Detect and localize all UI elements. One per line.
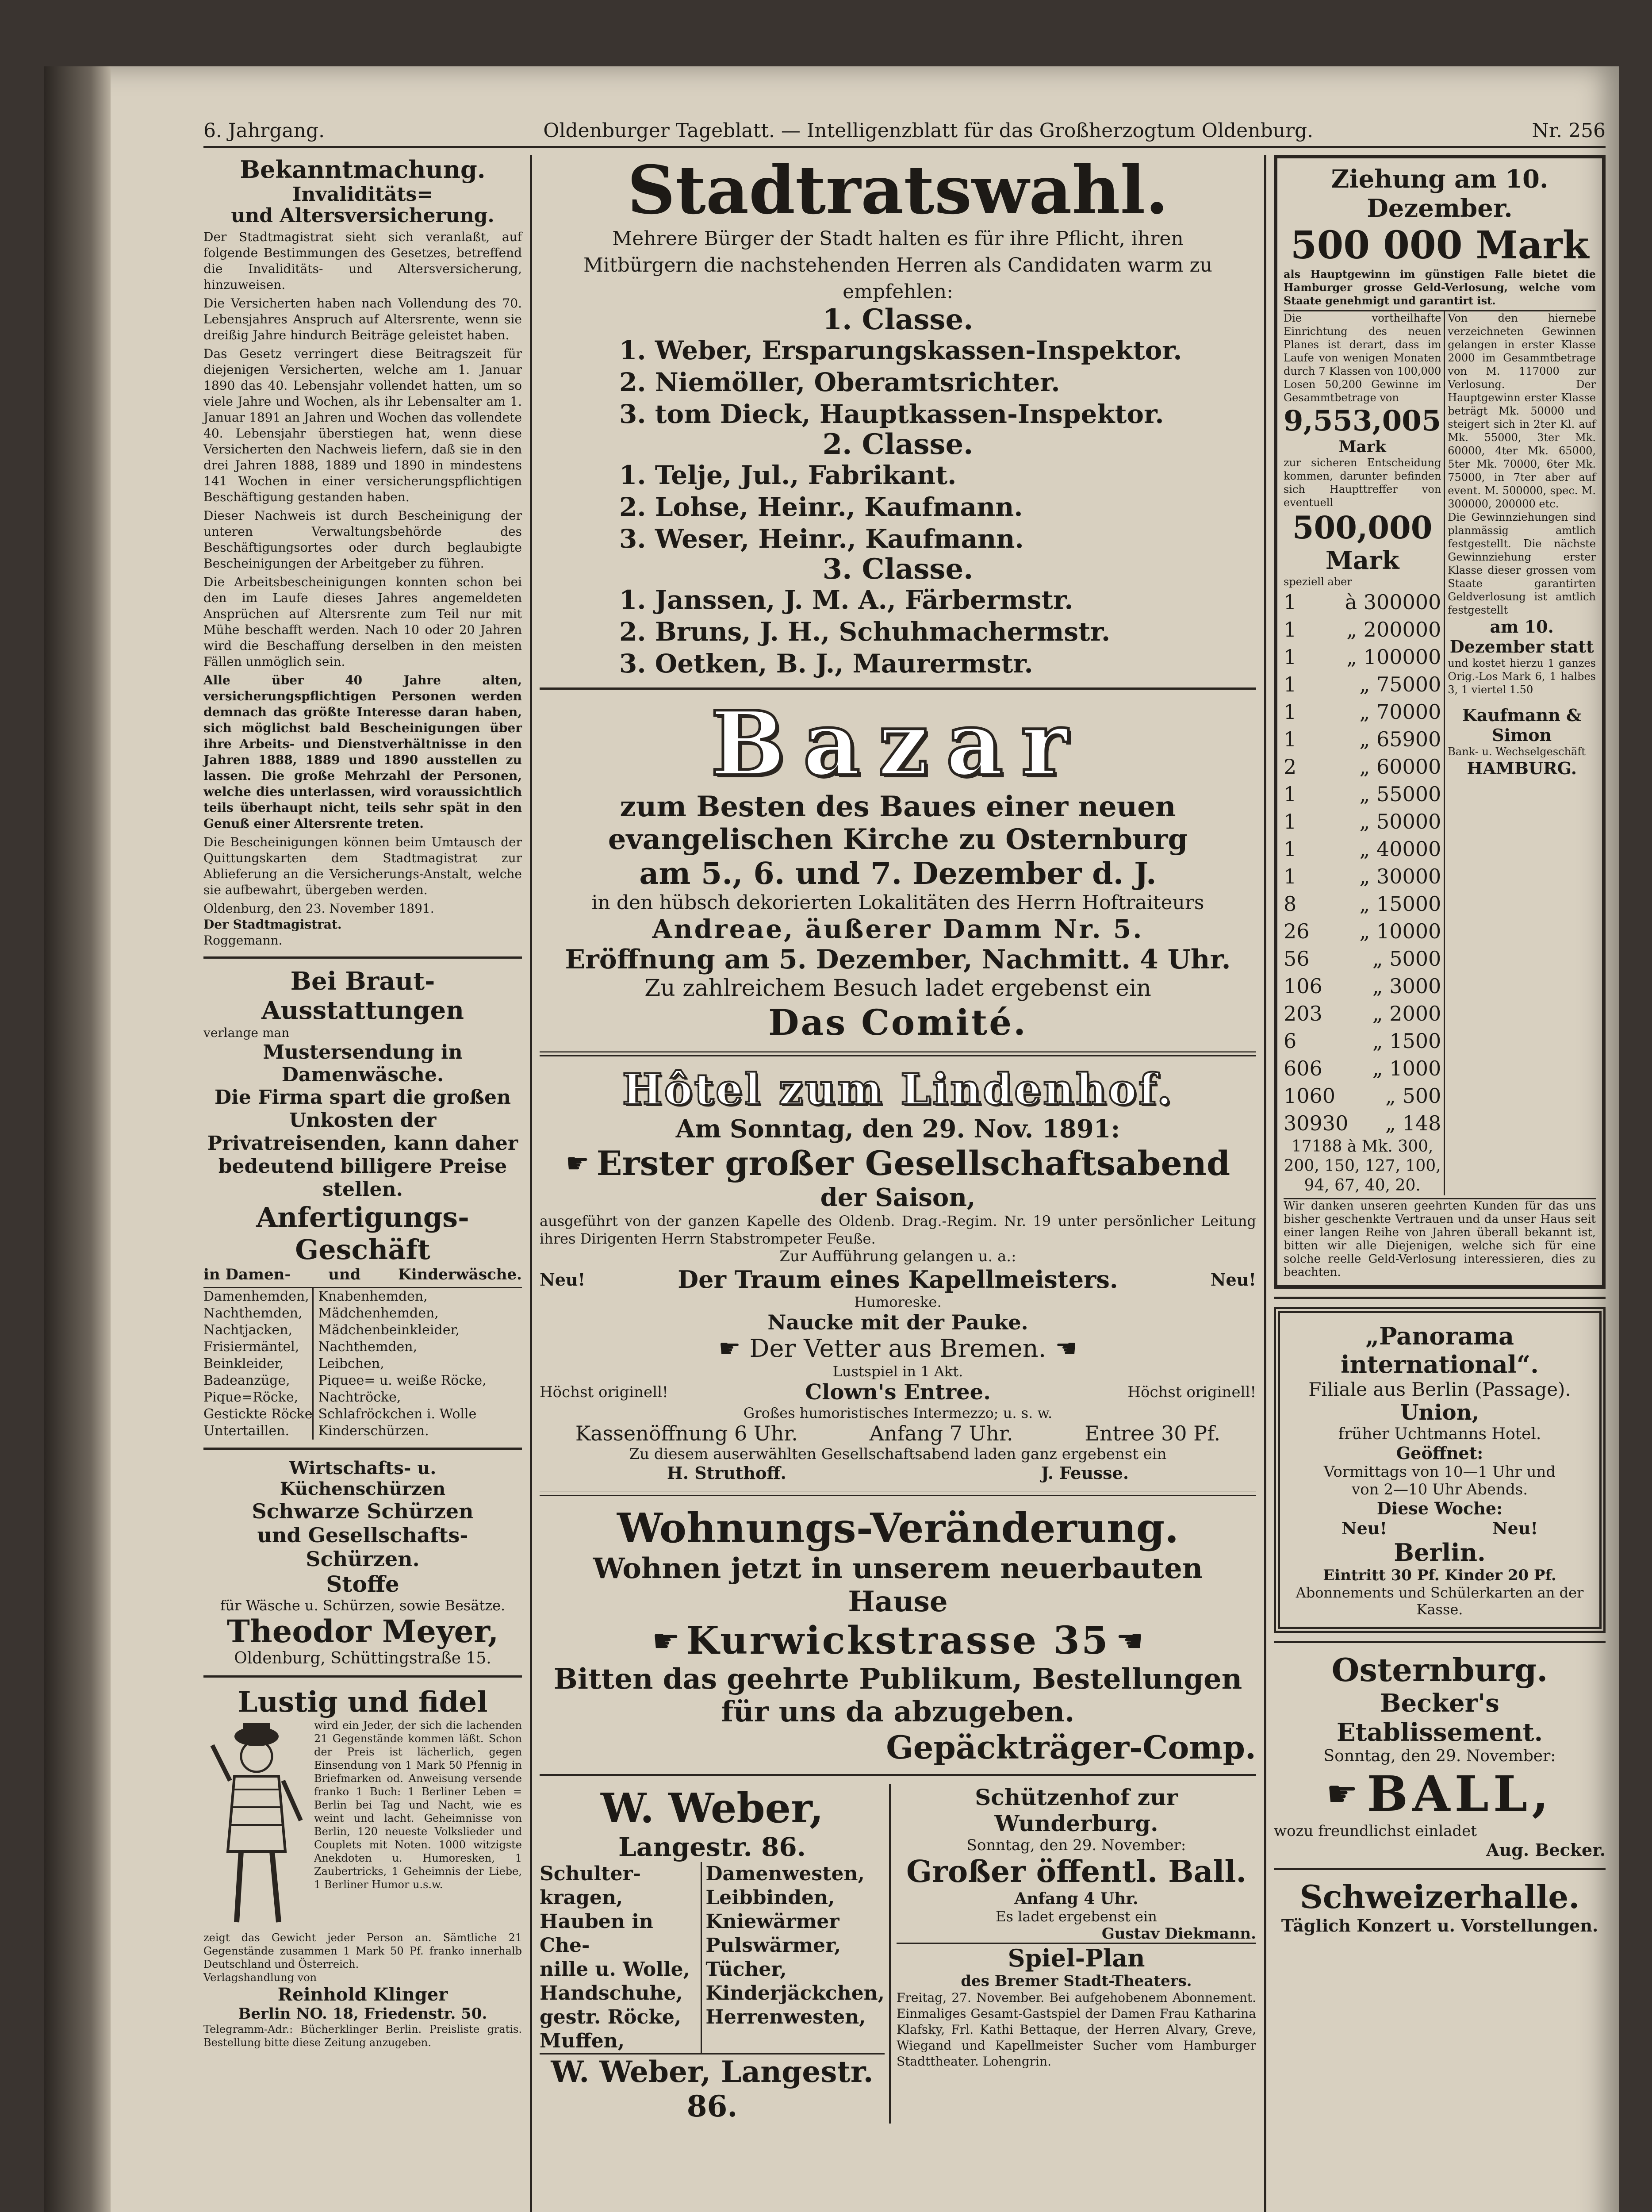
panorama-week-label: Diese Woche: bbox=[1376, 1498, 1503, 1518]
table-row: 1 „ 70000 bbox=[1284, 700, 1441, 724]
column-center bbox=[540, 151, 1256, 2212]
list-item: nille u. Wolle, bbox=[540, 1958, 690, 1981]
list-item: Piquee= u. weiße Röcke, bbox=[318, 1373, 487, 1388]
list-item: Beinkleider, bbox=[203, 1356, 284, 1371]
list-item: Badeanzüge, bbox=[203, 1373, 290, 1388]
candidate: 3. Weser, Heinr., Kaufmann. bbox=[619, 524, 1024, 554]
osternburg-line: wozu freundlichst einladet bbox=[1274, 1822, 1477, 1840]
meyer-line: Stoffe bbox=[326, 1571, 399, 1597]
pointing-hand-icon: ☛ bbox=[565, 1148, 590, 1179]
wohnung-line: Bitten das geehrte Publikum, Bestellungen für uns da abzugeben. bbox=[553, 1663, 1242, 1728]
panorama-title: „Panorama international“. bbox=[1341, 1322, 1539, 1379]
page-header bbox=[203, 115, 1606, 148]
divider bbox=[203, 1448, 522, 1450]
list-item: Tücher, bbox=[705, 1958, 787, 1981]
candidate: 1. Weber, Ersparungskassen-Inspektor. bbox=[619, 335, 1182, 365]
meyer-name: Theodor Meyer, bbox=[226, 1613, 499, 1650]
publisher-address: Berlin NO. 18, Friedenstr. 50. bbox=[238, 2005, 487, 2023]
bekanntmachung-notice bbox=[203, 155, 522, 949]
notice-name: Roggemann. bbox=[203, 933, 283, 948]
jester-illustration bbox=[203, 1719, 310, 1931]
braut-item-table bbox=[203, 1287, 522, 1440]
list-item: Gestickte Röcke bbox=[203, 1406, 313, 1422]
new-badge: Neu! bbox=[1492, 1518, 1538, 1538]
column-rule bbox=[1264, 155, 1266, 2212]
new-badge: Neu! bbox=[540, 1269, 586, 1290]
list-item: Kinderschürzen. bbox=[318, 1423, 429, 1439]
lindenhof-event: Erster großer Gesellschaftsabend bbox=[596, 1144, 1230, 1183]
meyer-address: Oldenburg, Schüttingstraße 15. bbox=[234, 1649, 491, 1667]
notice-paragraph: Alle über 40 Jahre alten, versicherungspflichtigen Personen werden demnach das größte Interesse daran haben, sich möglichst bald Bescheinigungen über ihre Arbeits- und Dienstverhältnisse in den Jahren 1888, 1889 und 1890 ausstellen zu lassen. Die große Mehrzahl der Personen, welche dies unterlassen, wird voraussichtlich teils überhaupt nicht, teils sehr spät in den Genuß einer Altersrente treten. bbox=[203, 673, 522, 831]
pointing-hand-icon: ☛ bbox=[718, 1334, 741, 1363]
osternburg-title: Osternburg. bbox=[1331, 1651, 1548, 1689]
wohnung-line: Wohnen jetzt in unserem neuerbauten Hause bbox=[593, 1552, 1203, 1618]
lindenhof-date: Am Sonntag, den 29. Nov. 1891: bbox=[675, 1114, 1120, 1144]
notice-date: Oldenburg, den 23. November 1891. bbox=[203, 901, 434, 916]
list-item: Frisiermäntel, bbox=[203, 1339, 299, 1355]
table-row: 1 „ 55000 bbox=[1284, 782, 1441, 806]
notice-signatory: Der Stadtmagistrat. bbox=[203, 917, 342, 932]
table-row: 1 „ 75000 bbox=[1284, 672, 1441, 696]
lottery-draw-date: am 10. Dezember statt bbox=[1449, 617, 1594, 657]
new-badge: Neu! bbox=[1210, 1269, 1256, 1290]
table-row: 1060 „ 500 bbox=[1284, 1084, 1441, 1108]
newspaper-page bbox=[44, 66, 1619, 2212]
braut-title: Bei Braut-Ausstattungen bbox=[261, 967, 464, 1025]
weber-ad bbox=[540, 1784, 891, 2124]
list-item: Kniewärmer bbox=[705, 1910, 839, 1933]
bazar-signature: Das Comité. bbox=[768, 1002, 1027, 1043]
divider bbox=[203, 956, 522, 959]
volume-label: 6. Jahrgang. bbox=[203, 119, 325, 142]
bazar-line: am 5., 6. und 7. Dezember d. J. bbox=[639, 856, 1157, 891]
panorama-line: Filiale aus Berlin (Passage). bbox=[1308, 1379, 1571, 1400]
braut-items-left bbox=[203, 1288, 314, 1440]
spielplan-title: Spiel-Plan bbox=[897, 1943, 1256, 1972]
divider bbox=[1274, 1868, 1606, 1870]
notice-title: Bekanntmachung. bbox=[240, 155, 486, 184]
divider bbox=[1274, 1297, 1606, 1299]
braut-sub-b: und bbox=[328, 1266, 361, 1283]
bazar-line: Eröffnung am 5. Dezember, Nachmitt. 4 Uhr. bbox=[565, 944, 1231, 975]
schuetzenhof-signature: Gustav Diekmann. bbox=[1101, 1925, 1256, 1943]
lottery-top-prize: 500,000 bbox=[1292, 509, 1433, 546]
publisher-name: Reinhold Klinger bbox=[277, 1984, 448, 2005]
osternburg-venue: Becker's Etablissement. bbox=[1336, 1689, 1543, 1747]
wohnung-signature: Gepäckträger-Comp. bbox=[886, 1728, 1256, 1766]
lustig-text: zeigt das Gewicht jeder Person an. Sämtliche 21 Gegenstände zusammen 1 Mark 50 Pf. franko innerhalb Deutschland und Österreich. bbox=[203, 1932, 522, 1970]
program-item: Clown's Entree. bbox=[805, 1380, 991, 1405]
weber-items-left bbox=[540, 1862, 701, 2053]
candidate: 2. Bruns, J. H., Schuhmachermstr. bbox=[619, 617, 1111, 647]
column-rule bbox=[530, 155, 532, 2212]
candidate: 3. Oetken, B. J., Maurermstr. bbox=[619, 649, 1033, 679]
list-item: Knabenhemden, bbox=[318, 1289, 428, 1304]
highlight-label: Höchst originell! bbox=[1127, 1383, 1256, 1401]
schweizerhalle-ad bbox=[1274, 1878, 1606, 1936]
schweizerhalle-line: Täglich Konzert u. Vorstellungen. bbox=[1281, 1916, 1598, 1936]
lottery-unit: Mark bbox=[1338, 438, 1386, 456]
lottery-unit: Mark bbox=[1325, 546, 1399, 575]
bazar-line: zum Besten des Baues einer neuen evangelischen Kirche zu Osternburg bbox=[608, 790, 1188, 856]
program-note: Lustspiel in 1 Akt. bbox=[832, 1363, 963, 1380]
program-note: Großes humoristisches Intermezzo; u. s. w. bbox=[743, 1405, 1053, 1421]
braut-subheading bbox=[203, 1266, 522, 1283]
weber-footer: W. Weber, Langestr. 86. bbox=[540, 2053, 885, 2124]
publisher-label: Verlagshandlung von bbox=[203, 1971, 317, 1984]
lottery-prize-table bbox=[1284, 588, 1441, 1137]
newspaper-title: Oldenburger Tageblatt. — Intelligenzblatt für das Großherzogtum Oldenburg. bbox=[543, 119, 1314, 142]
list-item: Leibchen, bbox=[318, 1356, 384, 1371]
lustig-ad bbox=[203, 1686, 522, 2049]
table-row: 30930 „ 148 bbox=[1284, 1111, 1441, 1135]
schuetzenhof-ad bbox=[891, 1784, 1256, 2124]
lindenhof-line: Zur Aufführung gelangen u. a.: bbox=[779, 1248, 1016, 1265]
table-row: 8 „ 15000 bbox=[1284, 892, 1441, 916]
candidate: 1. Telje, Jul., Fabrikant. bbox=[619, 460, 957, 490]
lottery-city: HAMBURG. bbox=[1467, 758, 1577, 778]
list-item: Mädchenhemden, bbox=[318, 1306, 439, 1321]
braut-line: Die Firma spart die großen Unkosten der Privatreisenden, kann daher bedeutend billigere Preise stellen. bbox=[207, 1086, 518, 1201]
notice-paragraph: Die Bescheinigungen können beim Umtausch der Quittungskarten dem Stadtmagistrat zur Ablieferung an die Versicherungs-Anstalt, welche sie aufbewahrt, übergeben werden. bbox=[203, 835, 522, 897]
column-right bbox=[1274, 155, 1606, 2212]
table-row: 106 „ 3000 bbox=[1284, 974, 1441, 998]
braut-sub-c: Kinderwäsche. bbox=[398, 1266, 522, 1283]
notice-paragraph: Der Stadtmagistrat sieht sich veranlaßt, auf folgende Bestimmungen des Gesetzes, betreffend die Invaliditäts- und Altersversicherung, hinzuweisen. bbox=[203, 230, 522, 292]
lottery-intro: als Hauptgewinn im günstigen Falle bietet die Hamburger grosse Geld-Verlosung, welche vom Staate genehmigt und garantirt ist. bbox=[1284, 268, 1596, 307]
table-row: 606 „ 1000 bbox=[1284, 1056, 1441, 1080]
page-content bbox=[203, 115, 1606, 2212]
panorama-price: Eintritt 30 Pf. Kinder 20 Pf. bbox=[1323, 1567, 1556, 1584]
list-item: kragen, bbox=[540, 1886, 623, 1909]
panorama-venue: Union, bbox=[1400, 1400, 1480, 1425]
lindenhof-title: Hôtel zum Lindenhof. bbox=[622, 1064, 1174, 1114]
panorama-hours: Vormittags von 10—1 Uhr und bbox=[1323, 1463, 1556, 1481]
notice-paragraph: Die Arbeitsbescheinigungen konnten schon bei den im Laufe dieses Jahres angemeldeten Ansprüchen auf Altersrente zum Teil nur mit Mühe beschafft werden. Nach 10 oder 20 Jahren wird die Beschaffung derselben in den meisten Fällen unmöglich sein. bbox=[203, 575, 522, 669]
list-item: Herrenwesten, bbox=[705, 2006, 866, 2028]
list-item: Nachthemden, bbox=[318, 1339, 418, 1355]
bazar-line: Andreae, äußerer Damm Nr. 5. bbox=[652, 914, 1144, 944]
list-item: Schulter- bbox=[540, 1863, 641, 1885]
list-item: Muffen, bbox=[540, 2030, 625, 2052]
osternburg-signature: Aug. Becker. bbox=[1486, 1840, 1606, 1860]
bazar-line: Zu zahlreichem Besuch ladet ergebenst ein bbox=[644, 975, 1151, 1002]
lottery-jackpot: 500 000 Mark bbox=[1290, 223, 1589, 268]
list-item: Untertaillen. bbox=[203, 1423, 290, 1439]
list-item: Pique=Röcke, bbox=[203, 1390, 299, 1405]
panorama-hours-label: Geöffnet: bbox=[1396, 1443, 1483, 1463]
panorama-ad bbox=[1274, 1307, 1606, 1633]
pointing-hand-icon: ☛ bbox=[652, 1622, 680, 1659]
panorama-line: früher Uchtmanns Hotel. bbox=[1338, 1425, 1541, 1443]
list-item: Leibbinden, bbox=[705, 1886, 835, 1909]
stadtratswahl-ad bbox=[540, 151, 1256, 680]
lottery-headline: Ziehung am 10. Dezember. bbox=[1331, 165, 1549, 223]
list-item: Kinderjäckchen, bbox=[705, 1982, 885, 2005]
braut-line: verlange man bbox=[203, 1025, 290, 1040]
meyer-line: Schwarze Schürzen bbox=[252, 1499, 474, 1523]
entry-price: Entree 30 Pf. bbox=[1085, 1421, 1221, 1445]
candidate: 2. Niemöller, Oberamtsrichter. bbox=[619, 367, 1060, 397]
list-item: Pulswärmer, bbox=[705, 1934, 841, 1957]
list-item: Nachthemden, bbox=[203, 1306, 303, 1321]
lustig-text: wird ein Jeder, der sich die lachenden 21 Gegenstände kommen läßt. Schon der Preis ist lächerlich, gegen Einsendung von 1 Mark 50 Pfennig in Briefmarken od. Anweisung versende franko 1 Buch: 1 Berliner Leben = Berlin bei Tag und Nacht, wie es weint und lacht. Geheimnisse von Berlin, 120 neueste Volkslieder und Couplets mit Noten. 1000 witzigste Anekdoten u. Humoresken, 1 Zaubertricks, 1 Geheimnis der Liebe, 1 Berliner Humor u.s.w. bbox=[314, 1719, 522, 1891]
publisher-note: Telegramm-Adr.: Bücherklinger Berlin. Preisliste gratis. Bestellung bitte diese Zeitung anzugeben. bbox=[203, 2023, 522, 2049]
candidate: 2. Lohse, Heinr., Kaufmann. bbox=[619, 492, 1023, 522]
table-row: 6 „ 1500 bbox=[1284, 1029, 1441, 1053]
table-row: 1 „ 50000 bbox=[1284, 810, 1441, 833]
lottery-thanks: Wir danken unseren geehrten Kunden für das uns bisher geschenkte Vertrauen und da unser Haus seit einer langen Reihe von Jahren überall bekannt ist, bitten wir alle Diejenigen, welche sich für eine solche reelle Geld-Verlosung interessieren, dies zu beachten. bbox=[1284, 1198, 1596, 1279]
weber-items-right bbox=[701, 1862, 885, 2053]
lustig-title: Lustig und fidel bbox=[238, 1686, 488, 1719]
stadtratswahl-intro: Mehrere Bürger der Stadt halten es für ihre Pflicht, ihren Mitbürgern die nachstehenden Herren als Candidaten warm zu empfehlen: bbox=[583, 227, 1213, 303]
signatory: J. Feusse. bbox=[1041, 1463, 1129, 1483]
lottery-total: 9,553,005 bbox=[1284, 404, 1441, 438]
panorama-hours: von 2—10 Uhr Abends. bbox=[1351, 1481, 1528, 1498]
osternburg-date: Sonntag, den 29. November: bbox=[1323, 1747, 1556, 1765]
lottery-text: und kostet hierzu 1 ganzes Orig.-Los Mark 6, 1 halbes 3, 1 viertel 1.50 bbox=[1448, 657, 1596, 696]
list-item: Nachtjacken, bbox=[203, 1322, 293, 1338]
lindenhof-line: ausgeführt von der ganzen Kapelle des Oldenb. Drag.-Regim. Nr. 19 unter persönlicher Leitung ihres Dirigenten Herrn Stabstrompeter Feuße. bbox=[540, 1213, 1256, 1247]
table-row: 2 „ 60000 bbox=[1284, 755, 1441, 779]
list-item: Damenhemden, bbox=[203, 1289, 309, 1304]
divider bbox=[1274, 1641, 1606, 1643]
braut-items-right bbox=[314, 1288, 486, 1440]
start-time: Anfang 7 Uhr. bbox=[869, 1421, 1013, 1445]
lindenhof-ad bbox=[540, 1064, 1256, 1483]
table-row: 1 „ 100000 bbox=[1284, 645, 1441, 669]
lottery-firm-type: Bank- u. Wechselgeschäft bbox=[1448, 745, 1586, 758]
panorama-feature: Berlin. bbox=[1394, 1538, 1486, 1567]
schuetzenhof-line: Anfang 4 Uhr. bbox=[1014, 1889, 1138, 1908]
table-row: 26 „ 10000 bbox=[1284, 919, 1441, 943]
bazar-ad bbox=[540, 692, 1256, 1043]
lottery-text: zur sicheren Entscheidung kommen, darunter befinden sich Haupttreffer von eventuell bbox=[1284, 457, 1441, 509]
list-item: gestr. Röcke, bbox=[540, 2006, 682, 2028]
braut-line: Mustersendung in Damenwäsche. bbox=[263, 1041, 463, 1086]
program-note: Humoreske. bbox=[854, 1294, 942, 1310]
osternburg-event: BALL, bbox=[1367, 1765, 1553, 1822]
program-item: Naucke mit der Pauke. bbox=[767, 1310, 1028, 1334]
program-item: Der Traum eines Kapellmeisters. bbox=[678, 1265, 1118, 1294]
lottery-text: Die Gewinnziehungen sind planmässig amtlich festgestellt. Die nächste Gewinnziehung erster Klasse dieser grossen vom Staate garantirten Geldverlosung ist amtlich festgestellt bbox=[1448, 511, 1596, 616]
list-item: Damenwesten, bbox=[705, 1863, 865, 1885]
table-row: 1 „ 65900 bbox=[1284, 727, 1441, 751]
pointing-hand-left-icon: ☚ bbox=[1055, 1334, 1077, 1363]
list-item: Handschuhe, bbox=[540, 1982, 683, 2005]
braut-sub-a: in Damen- bbox=[203, 1266, 291, 1283]
notice-paragraph: Die Versicherten haben nach Vollendung des 70. Lebensjahres Anspruch auf Altersrente, wenn sie dreißig Jahre hindurch Beiträge geleistet haben. bbox=[203, 296, 522, 342]
list-item: Schlafröckchen i. Wolle bbox=[318, 1406, 477, 1422]
divider bbox=[540, 687, 1256, 690]
osternburg-ad bbox=[1274, 1651, 1606, 1860]
list-item: Hauben in Che- bbox=[540, 1910, 653, 1957]
doors-time: Kassenöffnung 6 Uhr. bbox=[575, 1421, 798, 1445]
list-item: Nachtröcke, bbox=[318, 1390, 401, 1405]
meyer-line: für Wäsche u. Schürzen, sowie Besätze. bbox=[220, 1597, 506, 1614]
table-row: 1 „ 200000 bbox=[1284, 618, 1441, 641]
schuetzenhof-title: Schützenhof zur Wunderburg. bbox=[975, 1784, 1178, 1836]
table-row: 1 „ 30000 bbox=[1284, 864, 1441, 888]
notice-paragraph: Dieser Nachweis ist durch Bescheinigung der unteren Verwaltungsbehörde des Beschäftigungsortes oder durch beglaubigte Bescheinigungen der Arbeitgeber zu führen. bbox=[203, 508, 522, 571]
lottery-text: Die vortheilhafte Einrichtung des neuen Planes ist derart, dass im Laufe von wenigen Monaten durch 7 Klassen von 100,000 Losen 50,200 Gewinne im Gesammtbetrage von bbox=[1284, 312, 1441, 404]
schuetzenhof-line: Es ladet ergebenst ein bbox=[996, 1908, 1157, 1925]
issue-number: Nr. 256 bbox=[1532, 119, 1606, 142]
braut-heading: Anfertigungs-Geschäft bbox=[256, 1201, 469, 1266]
bazar-title: Bazar bbox=[710, 692, 1085, 796]
wohnung-title: Wohnungs-Veränderung. bbox=[617, 1504, 1179, 1552]
list-item: Mädchenbeinkleider, bbox=[318, 1322, 460, 1338]
highlight-label: Höchst originell! bbox=[540, 1383, 668, 1401]
new-badge: Neu! bbox=[1341, 1518, 1388, 1538]
pointing-hand-left-icon: ☚ bbox=[1115, 1622, 1144, 1659]
signatory: H. Struthoff. bbox=[667, 1463, 786, 1483]
class-heading: 3. Classe. bbox=[822, 553, 974, 586]
notice-paragraph: Das Gesetz verringert diese Beitragszeit für diejenigen Versicherten, welche am 1. Januar 1890 das 40. Lebensjahr vollendet hatten, um so viele Jahre und Wochen, als ihr Lebensalter am 1. Januar 1891 an Jahren und Wochen das vollendete 40. Lebensjahr überstiegen hat, wenn diese Versicherten den Nachweis liefern, daß sie in den drei Jahren 1888, 1889 und 1890 in mindestens 141 Wochen in einer versicherungspflichtigen Beschäftigung gestanden haben. bbox=[203, 346, 522, 504]
bazar-line: in den hübsch dekorierten Lokalitäten des Herrn Hoftraiteurs bbox=[591, 891, 1204, 914]
meyer-line: Wirtschafts- u. Küchenschürzen bbox=[280, 1458, 446, 1499]
notice-subtitle: Invaliditäts= bbox=[292, 183, 433, 206]
divider bbox=[540, 1491, 1256, 1496]
meyer-ad bbox=[203, 1458, 522, 1667]
notice-subtitle: und Altersversicherung. bbox=[231, 204, 494, 227]
lottery-text: Von den hiernebe verzeichneten Gewinnen gelangen in erster Klasse 2000 im Gesammtbetrage von M. 117000 zur Verlosung. Der Hauptgewinn erster Klasse beträgt Mk. 50000 und steigert sich in 2ter Kl. auf Mk. 55000, 3ter Mk. 60000, 4ter Mk. 65000, 5ter Mk. 70000, 6ter Mk. 75000, in 7ter aber auf event. M. 500000, spec. M. 300000, 200000 etc. bbox=[1448, 312, 1596, 510]
weber-address: Langestr. 86. bbox=[618, 1832, 806, 1862]
schuetzenhof-event: Großer öffentl. Ball. bbox=[906, 1854, 1247, 1889]
pointing-hand-icon: ☛ bbox=[1326, 1773, 1358, 1814]
lottery-ad bbox=[1274, 155, 1606, 1289]
candidate: 3. tom Dieck, Hauptkassen-Inspektor. bbox=[619, 399, 1164, 429]
divider bbox=[540, 1051, 1256, 1056]
invitation-line: Zu diesem auserwählten Gesellschaftsabend laden ganz ergebenst ein bbox=[629, 1445, 1167, 1463]
lottery-minor-prizes: 17188 à Mk. 300, 200, 150, 127, 100, 94, 67, 40, 20. bbox=[1284, 1137, 1441, 1194]
wohnung-ad bbox=[540, 1504, 1256, 1766]
panorama-note: Abonnements und Schülerkarten an der Kasse. bbox=[1296, 1584, 1584, 1618]
stadtratswahl-title: Stadtratswahl. bbox=[627, 151, 1169, 229]
table-row: 1 à 300000 bbox=[1284, 590, 1441, 614]
schweizerhalle-title: Schweizerhalle. bbox=[1299, 1878, 1580, 1916]
table-row: 203 „ 2000 bbox=[1284, 1002, 1441, 1025]
spielplan-text: Freitag, 27. November. Bei aufgehobenem Abonnement. Einmaliges Gesamt-Gastspiel der Damen Frau Katharina Klafsky, Frl. Kathi Bettaque, der Herren Alvary, Greve, Wiegand und Kapellmeister Sucher vom Hamburger Stadttheater. Lohengrin. bbox=[897, 1990, 1256, 2069]
candidate: 1. Janssen, J. M. A., Färbermstr. bbox=[619, 585, 1073, 615]
program-item: Der Vetter aus Bremen. bbox=[749, 1334, 1046, 1363]
divider bbox=[540, 1774, 1256, 1776]
column-left bbox=[203, 155, 522, 2212]
braut-ad bbox=[203, 967, 522, 1440]
schuetzenhof-line: Sonntag, den 29. November: bbox=[966, 1836, 1186, 1854]
weber-name: W. Weber, bbox=[600, 1784, 824, 1832]
class-heading: 2. Classe. bbox=[822, 428, 974, 461]
lottery-text: speziell aber bbox=[1284, 576, 1352, 588]
lottery-firm: Kaufmann & Simon bbox=[1462, 705, 1582, 745]
table-row: 1 „ 40000 bbox=[1284, 837, 1441, 861]
divider bbox=[203, 1675, 522, 1678]
class-heading: 1. Classe. bbox=[822, 303, 974, 336]
wohnung-address: Kurwickstrasse 35 bbox=[686, 1618, 1110, 1663]
table-row: 56 „ 5000 bbox=[1284, 947, 1441, 971]
spielplan-subtitle: des Bremer Stadt-Theaters. bbox=[961, 1972, 1192, 1990]
book-spine bbox=[44, 66, 111, 2212]
meyer-line: und Gesellschafts-Schürzen. bbox=[257, 1523, 468, 1571]
lindenhof-line: der Saison, bbox=[820, 1183, 976, 1212]
